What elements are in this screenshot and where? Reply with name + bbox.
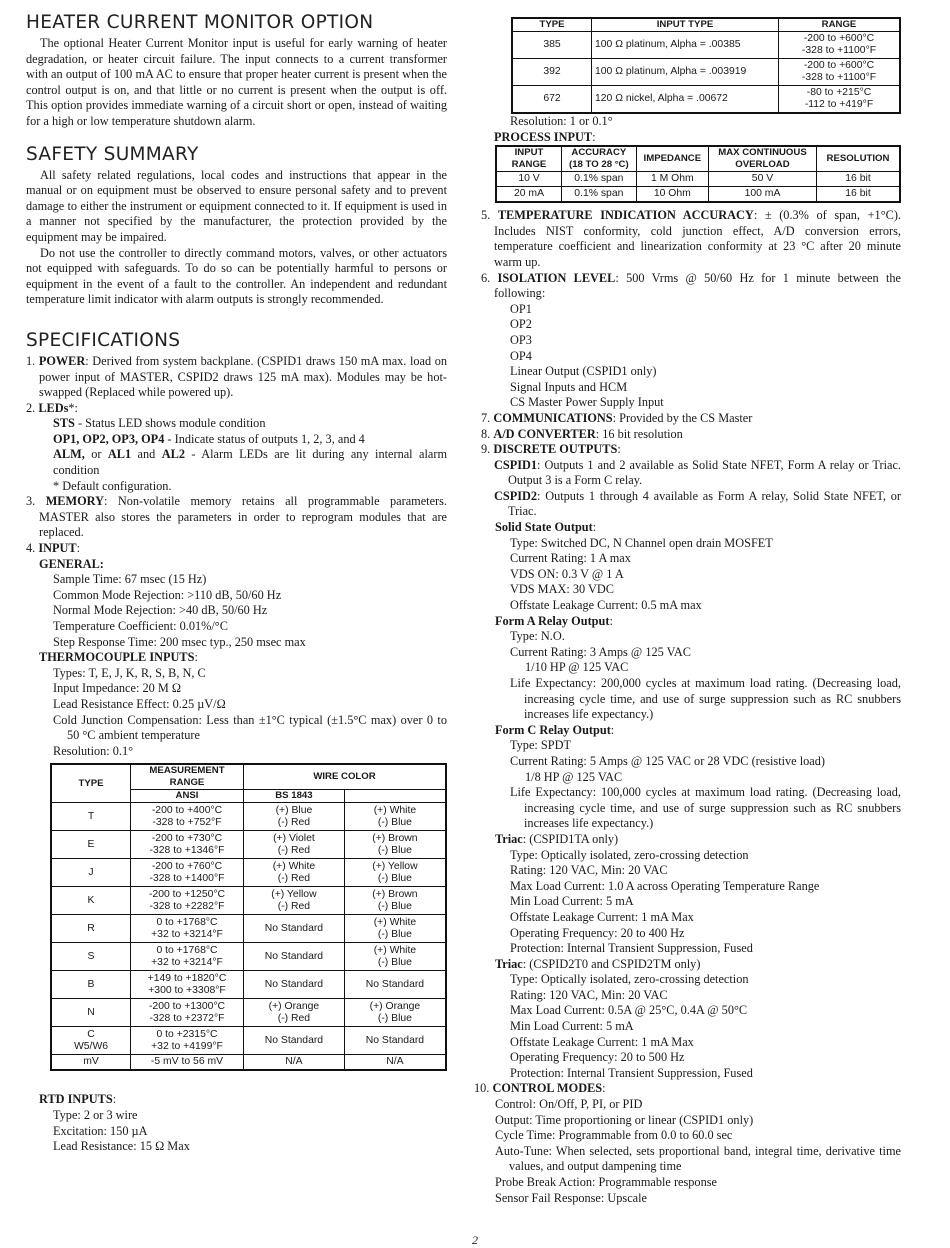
isolation-item: OP2 xyxy=(510,317,532,332)
rtd-type: 392 xyxy=(512,59,592,86)
tc-type: mV xyxy=(51,1055,131,1071)
tc-ansi: (+) Blue (-) Red xyxy=(244,803,345,831)
fa-type: Type: N.O. xyxy=(510,629,565,644)
th-bs: BS 1843 xyxy=(244,790,345,803)
proc-input: 10 V xyxy=(496,172,562,187)
table-row xyxy=(496,187,900,203)
rtd-range: -80 to +215°C -112 to +419°F xyxy=(779,86,901,114)
tc-bs: (+) Yellow (-) Blue xyxy=(344,859,446,887)
rtd-th-range: RANGE xyxy=(779,18,901,32)
tc-type: N xyxy=(51,999,131,1027)
tc-range: 0 to +1768°C +32 to +3214°F xyxy=(131,915,244,943)
general-item: Sample Time: 67 msec (15 Hz) xyxy=(53,572,207,587)
ctrl-item: Sensor Fail Response: Upscale xyxy=(495,1190,647,1205)
rtd-input: 100 Ω platinum, Alpha = .003919 xyxy=(592,59,779,86)
fa-life: Life Expectancy: 200,000 cycles at maximum load rating. (Decreasing load, increasing cycle time, and use of surge suppression such as RC snubbers increases life expectancy.) xyxy=(510,676,901,722)
proc-imp: 10 Ohm xyxy=(636,187,708,203)
proc-th-imp: IMPEDANCE xyxy=(636,146,708,172)
triac1-list xyxy=(481,848,901,957)
ss-item: Current Rating: 1 A max xyxy=(510,551,631,566)
fc-type: Type: SPDT xyxy=(510,738,571,753)
triac1-item: Type: Optically isolated, zero-crossing detection xyxy=(510,847,749,862)
rtd-resolution: Resolution: 1 or 0.1° xyxy=(510,114,613,128)
rtd-label: RTD INPUTS: xyxy=(39,1092,117,1107)
isolation-item: CS Master Power Supply Input xyxy=(510,395,664,410)
tc-ansi: No Standard xyxy=(244,971,345,999)
heater-text: The optional Heater Current Monitor input is useful for early warning of heater degradation, or heater circuit failure. The input connects to a current transformer with an output of 100 mA AC to ensure that proper heater current is present when the control output is on, and that little or no current is present when the output is off. This option provides immediate warning of a circuit short or open, instead of waiting for a high or low temperature shutdown alarm. xyxy=(26,36,447,128)
tc-cjc: Cold Junction Compensation: Less than ±1°C typical (±1.5°C max) over 0 to 50 °C ambient temperature xyxy=(53,712,447,743)
disc-cspid2: CSPID2: Outputs 1 through 4 available as Form A relay, Solid State NFET, or Triac. xyxy=(494,488,901,519)
tc-type: T xyxy=(51,803,131,831)
fa-current: Current Rating: 3 Amps @ 125 VAC xyxy=(510,644,691,659)
tc-bs: No Standard xyxy=(344,1027,446,1055)
triac1-label: Triac: (CSPID1TA only) xyxy=(495,831,619,846)
ctrl-item: Control: On/Off, P, PI, or PID xyxy=(495,1097,643,1112)
safety-title: SAFETY SUMMARY xyxy=(26,143,199,165)
tc-bs: (+) Brown (-) Blue xyxy=(344,831,446,859)
th-ansi: ANSI xyxy=(131,790,244,803)
triac2-item: Offstate Leakage Current: 1 mA Max xyxy=(510,1034,694,1049)
specs-title: SPECIFICATIONS xyxy=(26,329,181,351)
tc-range: -200 to +760°C -328 to +1400°F xyxy=(131,859,244,887)
triac2-list xyxy=(481,972,901,1081)
general-item: Temperature Coefficient: 0.01%/°C xyxy=(53,619,228,633)
tc-item: Input Impedance: 20 M Ω xyxy=(53,681,181,696)
spec-adc: 8. A/D CONVERTER: 16 bit resolution xyxy=(481,426,683,441)
led-sts: STS - Status LED shows module condition xyxy=(53,416,266,431)
process-label: PROCESS INPUT: xyxy=(494,129,596,144)
rtd-table xyxy=(511,17,901,114)
proc-input: 20 mA xyxy=(496,187,562,203)
spec-tia: 5. TEMPERATURE INDICATION ACCURACY: ± (0.3% of span, +1°C). Includes NIST conformity, cold junction effect, A/D conversion errors, temperature coefficient and linearization conformity at 23 °C after 20 minute warm up. xyxy=(481,208,901,269)
tc-range: +149 to +1820°C +300 to +3308°F xyxy=(131,971,244,999)
proc-res: 16 bit xyxy=(817,172,901,187)
triac2-item: Protection: Internal Transient Suppression, Fused xyxy=(510,1065,753,1080)
tc-type: J xyxy=(51,859,131,887)
proc-max: 100 mA xyxy=(708,187,816,203)
triac2-item: Rating: 120 VAC, Min: 20 VAC xyxy=(510,987,668,1002)
tc-bs: (+) White (-) Blue xyxy=(344,803,446,831)
general-item: Normal Mode Rejection: >40 dB, 50/60 Hz xyxy=(53,603,268,618)
triac2-item: Max Load Current: 0.5A @ 25°C, 0.4A @ 50°C xyxy=(510,1003,748,1018)
proc-th-res: RESOLUTION xyxy=(817,146,901,172)
triac2-label: Triac: (CSPID2T0 and CSPID2TM only) xyxy=(495,956,701,971)
proc-max: 50 V xyxy=(708,172,816,187)
triac1-item: Offstate Leakage Current: 1 mA Max xyxy=(510,909,694,924)
rtd-type: 385 xyxy=(512,32,592,59)
table-row xyxy=(512,59,900,86)
ss-label: Solid State Output: xyxy=(495,520,597,535)
tc-item: Lead Resistance Effect: 0.25 µV/Ω xyxy=(53,696,226,711)
tc-type: B xyxy=(51,971,131,999)
triac2-item: Type: Optically isolated, zero-crossing detection xyxy=(510,972,749,987)
tc-ansi: (+) Orange (-) Red xyxy=(244,999,345,1027)
table-row xyxy=(496,172,900,187)
tc-range: -200 to +1300°C -328 to +2372°F xyxy=(131,999,244,1027)
th-wire: WIRE COLOR xyxy=(244,764,447,790)
ss-item: Type: Switched DC, N Channel open drain MOSFET xyxy=(510,535,773,550)
rtd-item: Excitation: 150 µA xyxy=(53,1123,148,1138)
table-row xyxy=(512,32,900,59)
tc-item: Types: T, E, J, K, R, S, B, N, C xyxy=(53,665,206,680)
ss-list xyxy=(481,536,901,614)
tc-type: C W5/W6 xyxy=(51,1027,131,1055)
isolation-item: Linear Output (CSPID1 only) xyxy=(510,364,657,379)
spec-memory: 3. MEMORY: Non-volatile memory retains all programmable parameters. MASTER also stores the parameters in order to reprogram modules that are replaced. xyxy=(26,494,447,540)
tc-range: 0 to +2315°C +32 to +4199°F xyxy=(131,1027,244,1055)
tc-range: -200 to +400°C -328 to +752°F xyxy=(131,803,244,831)
general-item: Step Response Time: 200 msec typ., 250 msec max xyxy=(53,634,306,649)
rtd-range: -200 to +600°C -328 to +1100°F xyxy=(779,59,901,86)
led-op: OP1, OP2, OP3, OP4 - Indicate status of outputs 1, 2, 3, and 4 xyxy=(53,431,365,446)
table-row xyxy=(51,999,446,1027)
tc-range: -5 mV to 56 mV xyxy=(131,1055,244,1071)
table-row xyxy=(51,943,446,971)
proc-acc: 0.1% span xyxy=(562,187,637,203)
safety-paragraph-1: All safety related regulations, local codes and instructions that appear in the manual or on equipment must be observed to ensure personal safety and to prevent damage to either the instrument or equipment connected to it. If equipment is used in a manner not specified by the manufacturer, the protection provided by the equipment may be impaired. xyxy=(26,167,447,244)
table-row xyxy=(512,86,900,114)
table-row xyxy=(51,859,446,887)
general-label: GENERAL: xyxy=(39,556,104,571)
general-item: Common Mode Rejection: >110 dB, 50/60 Hz xyxy=(53,587,282,602)
spec-control-modes: 10. CONTROL MODES: xyxy=(474,1081,606,1096)
tc-ansi: (+) Yellow (-) Red xyxy=(244,887,345,915)
rtd-range: -200 to +600°C -328 to +1100°F xyxy=(779,32,901,59)
rtd-input: 100 Ω platinum, Alpha = .00385 xyxy=(592,32,779,59)
th-range: MEASUREMENT RANGE xyxy=(131,764,244,790)
tc-bs: (+) White (-) Blue xyxy=(344,915,446,943)
triac1-item: Max Load Current: 1.0 A across Operating Temperature Range xyxy=(510,878,820,893)
ctrl-autotune: Auto-Tune: When selected, sets proportional band, integral time, derivative time values, and output dampening time xyxy=(495,1143,901,1174)
spec-discrete: 9. DISCRETE OUTPUTS: xyxy=(481,442,621,457)
tc-ansi: N/A xyxy=(244,1055,345,1071)
table-row xyxy=(51,971,446,999)
tc-bs: No Standard xyxy=(344,971,446,999)
proc-acc: 0.1% span xyxy=(562,172,637,187)
ctrl-item: Cycle Time: Programmable from 0.0 to 60.0 sec xyxy=(495,1128,733,1143)
ctrl-item: Output: Time proportioning or linear (CSPID1 only) xyxy=(495,1112,754,1127)
isolation-item: OP3 xyxy=(510,332,532,347)
spec-input: 4. INPUT: xyxy=(26,541,80,556)
rtd-item: Lead Resistance: 15 Ω Max xyxy=(53,1139,190,1154)
spec-leds: 2. LEDs*: xyxy=(26,400,78,415)
general-list xyxy=(26,572,447,650)
isolation-item: Signal Inputs and HCM xyxy=(510,379,628,394)
isolation-list xyxy=(510,302,901,411)
fa-label: Form A Relay Output: xyxy=(495,613,613,628)
tc-type: S xyxy=(51,943,131,971)
ss-item: Offstate Leakage Current: 0.5 mA max xyxy=(510,598,702,613)
table-row xyxy=(51,887,446,915)
triac1-item: Operating Frequency: 20 to 400 Hz xyxy=(510,925,685,940)
rtd-th-input: INPUT TYPE xyxy=(592,18,779,32)
ss-item: VDS MAX: 30 VDC xyxy=(510,582,614,597)
thermocouple-label: THERMOCOUPLE INPUTS: xyxy=(39,650,198,665)
tc-ansi: No Standard xyxy=(244,1027,345,1055)
fa-hp: 1/10 HP @ 125 VAC xyxy=(525,660,629,675)
triac1-item: Min Load Current: 5 mA xyxy=(510,894,634,909)
tc-ansi: (+) Violet (-) Red xyxy=(244,831,345,859)
spec-comm: 7. COMMUNICATIONS: Provided by the CS Master xyxy=(481,410,753,425)
tc-type: E xyxy=(51,831,131,859)
th-type: TYPE xyxy=(51,764,131,803)
tc-type: K xyxy=(51,887,131,915)
table-row xyxy=(51,915,446,943)
triac2-item: Min Load Current: 5 mA xyxy=(510,1019,634,1034)
table-row xyxy=(51,1055,446,1071)
rtd-input: 120 Ω nickel, Alpha = .00672 xyxy=(592,86,779,114)
disc-cspid1: CSPID1: Outputs 1 and 2 available as Solid State NFET, Form A relay or Triac. Output 3 is a Form C relay. xyxy=(494,457,901,488)
tc-range: 0 to +1768°C +32 to +3214°F xyxy=(131,943,244,971)
safety-paragraph-2: Do not use the controller to directly command motors, valves, or other actuators not equipped with safeguards. To do so can be potentially harmful to persons or equipment in the event of a fault to the controller. An independent and redundant temperature limit indicator with alarm outputs is strongly recommended. xyxy=(26,245,447,307)
tc-resolution: Resolution: 0.1° xyxy=(53,743,134,758)
page-number: 2 xyxy=(472,1233,478,1247)
tc-ansi: (+) White (-) Red xyxy=(244,859,345,887)
tc-type: R xyxy=(51,915,131,943)
proc-res: 16 bit xyxy=(817,187,901,203)
rtd-type: 672 xyxy=(512,86,592,114)
rtd-item: Type: 2 or 3 wire xyxy=(53,1107,138,1122)
process-table xyxy=(495,145,901,203)
proc-imp: 1 M Ohm xyxy=(636,172,708,187)
rtd-th-type: TYPE xyxy=(512,18,592,32)
proc-th-input: INPUT RANGE xyxy=(496,146,562,172)
fc-label: Form C Relay Output: xyxy=(495,722,615,737)
proc-th-acc: ACCURACY (18 TO 28 °C) xyxy=(562,146,637,172)
fc-hp: 1/8 HP @ 125 VAC xyxy=(525,769,623,784)
tc-ansi: No Standard xyxy=(244,943,345,971)
led-note: * Default configuration. xyxy=(53,478,172,493)
table-row xyxy=(51,1027,446,1055)
triac1-item: Rating: 120 VAC, Min: 20 VAC xyxy=(510,863,668,878)
triac2-item: Operating Frequency: 20 to 500 Hz xyxy=(510,1050,685,1065)
tc-bs: N/A xyxy=(344,1055,446,1071)
tc-range: -200 to +1250°C -328 to +2282°F xyxy=(131,887,244,915)
tc-ansi: No Standard xyxy=(244,915,345,943)
isolation-item: OP1 xyxy=(510,301,532,316)
thermocouple-table xyxy=(50,763,447,1071)
ss-item: VDS ON: 0.3 V @ 1 A xyxy=(510,566,624,581)
spec-power: 1. POWER: Derived from system backplane. (CSPID1 draws 150 mA max. load on power input of MASTER, CSPID2 draws 125 mA max). Modules may be hot-swapped (Replaced while powered up). xyxy=(26,353,447,400)
fc-current: Current Rating: 5 Amps @ 125 VAC or 28 VDC (resistive load) xyxy=(510,753,825,768)
isolation-item: OP4 xyxy=(510,348,532,363)
spec-isolation: 6. ISOLATION LEVEL: 500 Vrms @ 50/60 Hz for 1 minute between the following: xyxy=(481,270,901,301)
tc-bs: (+) Orange (-) Blue xyxy=(344,999,446,1027)
proc-th-max: MAX CONTINUOUS OVERLOAD xyxy=(708,146,816,172)
table-row xyxy=(51,831,446,859)
ctrl-item: Probe Break Action: Programmable response xyxy=(495,1175,717,1189)
tc-bs: (+) White (-) Blue xyxy=(344,943,446,971)
tc-range: -200 to +730°C -328 to +1346°F xyxy=(131,831,244,859)
triac1-item: Protection: Internal Transient Suppression, Fused xyxy=(510,941,753,956)
tc-bs: (+) Brown (-) Blue xyxy=(344,887,446,915)
led-alm: ALM, or AL1 and AL2 - Alarm LEDs are lit during any internal alarm condition xyxy=(53,447,448,478)
heater-title: HEATER CURRENT MONITOR OPTION xyxy=(26,12,374,33)
left-column xyxy=(26,12,447,1155)
right-column xyxy=(474,17,901,1206)
fc-life: Life Expectancy: 100,000 cycles at maximum load rating. (Decreasing load, increasing cycle time, and use of surge suppression such as RC snubbers increases life expectancy.) xyxy=(510,785,901,831)
table-row xyxy=(51,803,446,831)
